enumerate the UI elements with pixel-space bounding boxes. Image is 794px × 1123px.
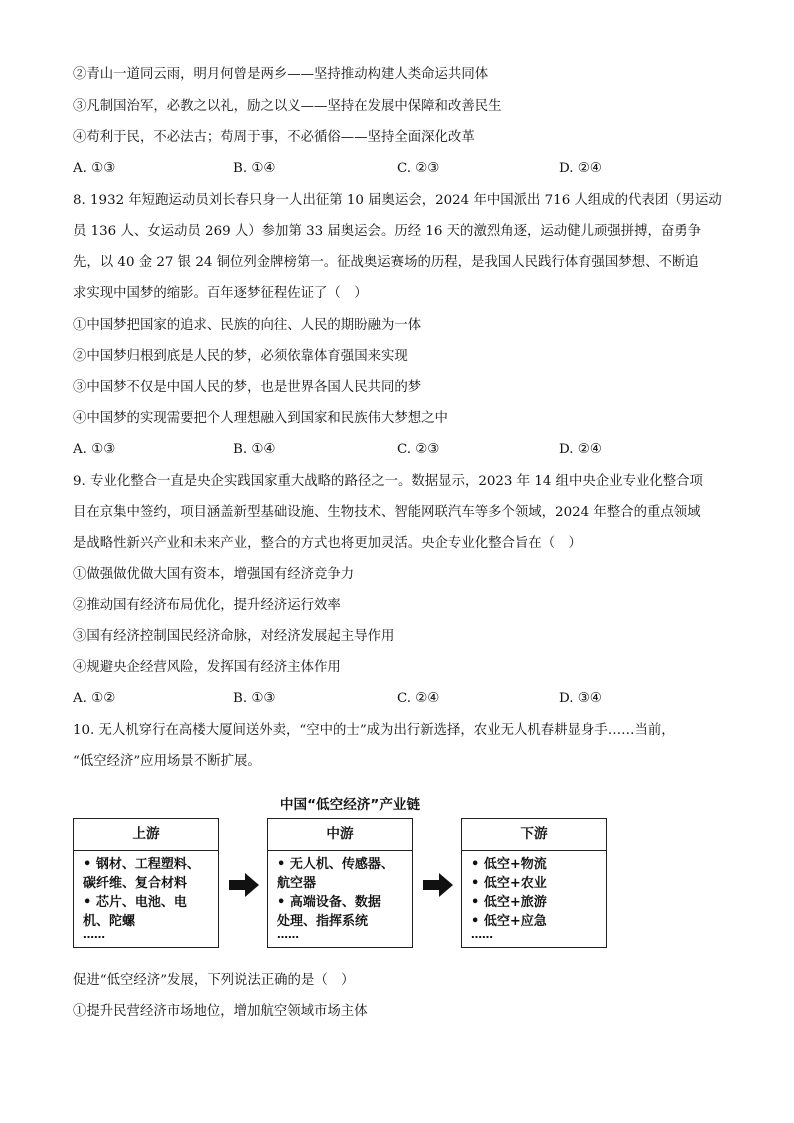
chain-head-midstream: 中游 xyxy=(268,819,412,851)
q8-option-b[interactable]: B. ①④ xyxy=(233,442,276,457)
q7-item-3: ③凡制国治军，必教之以礼，励之以义——坚持在发展中保障和改善民生 xyxy=(73,99,502,114)
q8-options xyxy=(73,441,733,459)
q9-option-c[interactable]: C. ②④ xyxy=(397,691,440,706)
chain-box-downstream xyxy=(461,818,607,948)
q7-option-c[interactable]: C. ②③ xyxy=(397,161,440,176)
chain-head-downstream: 下游 xyxy=(462,819,606,851)
q9-option-d[interactable]: D. ③④ xyxy=(559,691,602,706)
q8-stem-line-3: 先，以 40 金 27 银 24 铜位列金牌榜第一。征战奥运赛场的历程，是我国人民践行体育强国梦想、不断追 xyxy=(73,255,699,270)
q9-stem-line-2: 目在京集中签约，项目涵盖新型基础设施、生物技术、智能网联汽车等多个领域，2024 年整合的重点领域 xyxy=(73,505,701,520)
right-arrow-icon xyxy=(229,873,259,897)
chain-box-midstream xyxy=(267,818,413,948)
q10-question: 促进“低空经济”发展，下列说法正确的是（ ） xyxy=(73,973,355,988)
chain-more-downstream: …… xyxy=(471,928,493,941)
q9-item-4: ④规避央企经营风险，发挥国有经济主体作用 xyxy=(73,660,341,675)
chain-more-upstream: …… xyxy=(83,928,105,941)
chain-head-upstream: 上游 xyxy=(74,819,218,851)
q8-stem-line-2: 员 136 人、女运动员 269 人）参加第 33 届奥运会。历经 16 天的激烈角逐，运动健儿顽强拼搏，奋勇争 xyxy=(73,224,702,239)
q9-item-1: ①做强做优做大国有资本，增强国有经济竞争力 xyxy=(73,567,355,582)
q9-item-3: ③国有经济控制国民经济命脉，对经济发展起主导作用 xyxy=(73,629,395,644)
q9-stem-line-3: 是战略性新兴产业和未来产业，整合的方式也将更加灵活。央企专业化整合旨在（ ） xyxy=(73,536,582,551)
chain-title: 中国“低空经济”产业链 xyxy=(279,797,421,813)
q8-stem-line-4: 求实现中国梦的缩影。百年逐梦征程佐证了（ ） xyxy=(73,286,368,301)
q10-item-1: ①提升民营经济市场地位，增加航空领域市场主体 xyxy=(73,1004,368,1019)
q7-options xyxy=(73,160,733,178)
chain-more-midstream: …… xyxy=(277,928,299,941)
q9-option-b[interactable]: B. ①③ xyxy=(233,691,276,706)
q8-option-c[interactable]: C. ②③ xyxy=(397,442,440,457)
q9-options xyxy=(73,690,733,708)
chain-list-downstream: • 低空+物流 • 低空+农业 • 低空+旅游 • 低空+应急 xyxy=(471,857,547,929)
q7-option-a[interactable]: A. ①③ xyxy=(73,161,116,176)
q8-item-3: ③中国梦不仅是中国人民的梦，也是世界各国人民共同的梦 xyxy=(73,380,422,395)
q7-option-b[interactable]: B. ①④ xyxy=(233,161,276,176)
q8-item-2: ②中国梦归根到底是人民的梦，必须依靠体育强国来实现 xyxy=(73,349,408,364)
chain-box-upstream xyxy=(73,818,219,948)
q9-stem-line-1: 9. 专业化整合一直是央企实践国家重大战略的路径之一。数据显示，2023 年 14 组中央企业专业化整合项 xyxy=(73,474,703,489)
q10-stem-line-2: “低空经济”应用场景不断扩展。 xyxy=(73,754,261,769)
q9-item-2: ②推动国有经济布局优化，提升经济运行效率 xyxy=(73,598,341,613)
q7-item-2: ②青山一道同云雨，明月何曾是两乡——坚持推动构建人类命运共同体 xyxy=(73,67,489,82)
q8-item-1: ①中国梦把国家的追求、民族的向往、人民的期盼融为一体 xyxy=(73,318,422,333)
q10-stem-line-1: 10. 无人机穿行在高楼大厦间送外卖，“空中的士”成为出行新选择，农业无人机春耕显身手……当前， xyxy=(73,723,675,738)
q7-option-d[interactable]: D. ②④ xyxy=(559,161,602,176)
chain-list-upstream: • 钢材、工程塑料、 碳纤维、复合材料 • 芯片、电池、电 机、陀螺 xyxy=(83,857,200,929)
q8-stem-line-1: 8. 1932 年短跑运动员刘长春只身一人出征第 10 届奥运会，2024 年中国派出 716 人组成的代表团（男运动 xyxy=(73,193,722,208)
q8-option-a[interactable]: A. ①③ xyxy=(73,442,116,457)
right-arrow-icon xyxy=(423,873,453,897)
chain-list-midstream: • 无人机、传感器、 航空器 • 高端设备、数据 处理、指挥系统 xyxy=(277,857,394,929)
q8-item-4: ④中国梦的实现需要把个人理想融入到国家和民族伟大梦想之中 xyxy=(73,411,448,426)
q7-item-4: ④苟利于民，不必法古；苟周于事，不必循俗——坚持全面深化改革 xyxy=(73,130,475,145)
q8-option-d[interactable]: D. ②④ xyxy=(559,442,602,457)
q9-option-a[interactable]: A. ①② xyxy=(73,691,116,706)
